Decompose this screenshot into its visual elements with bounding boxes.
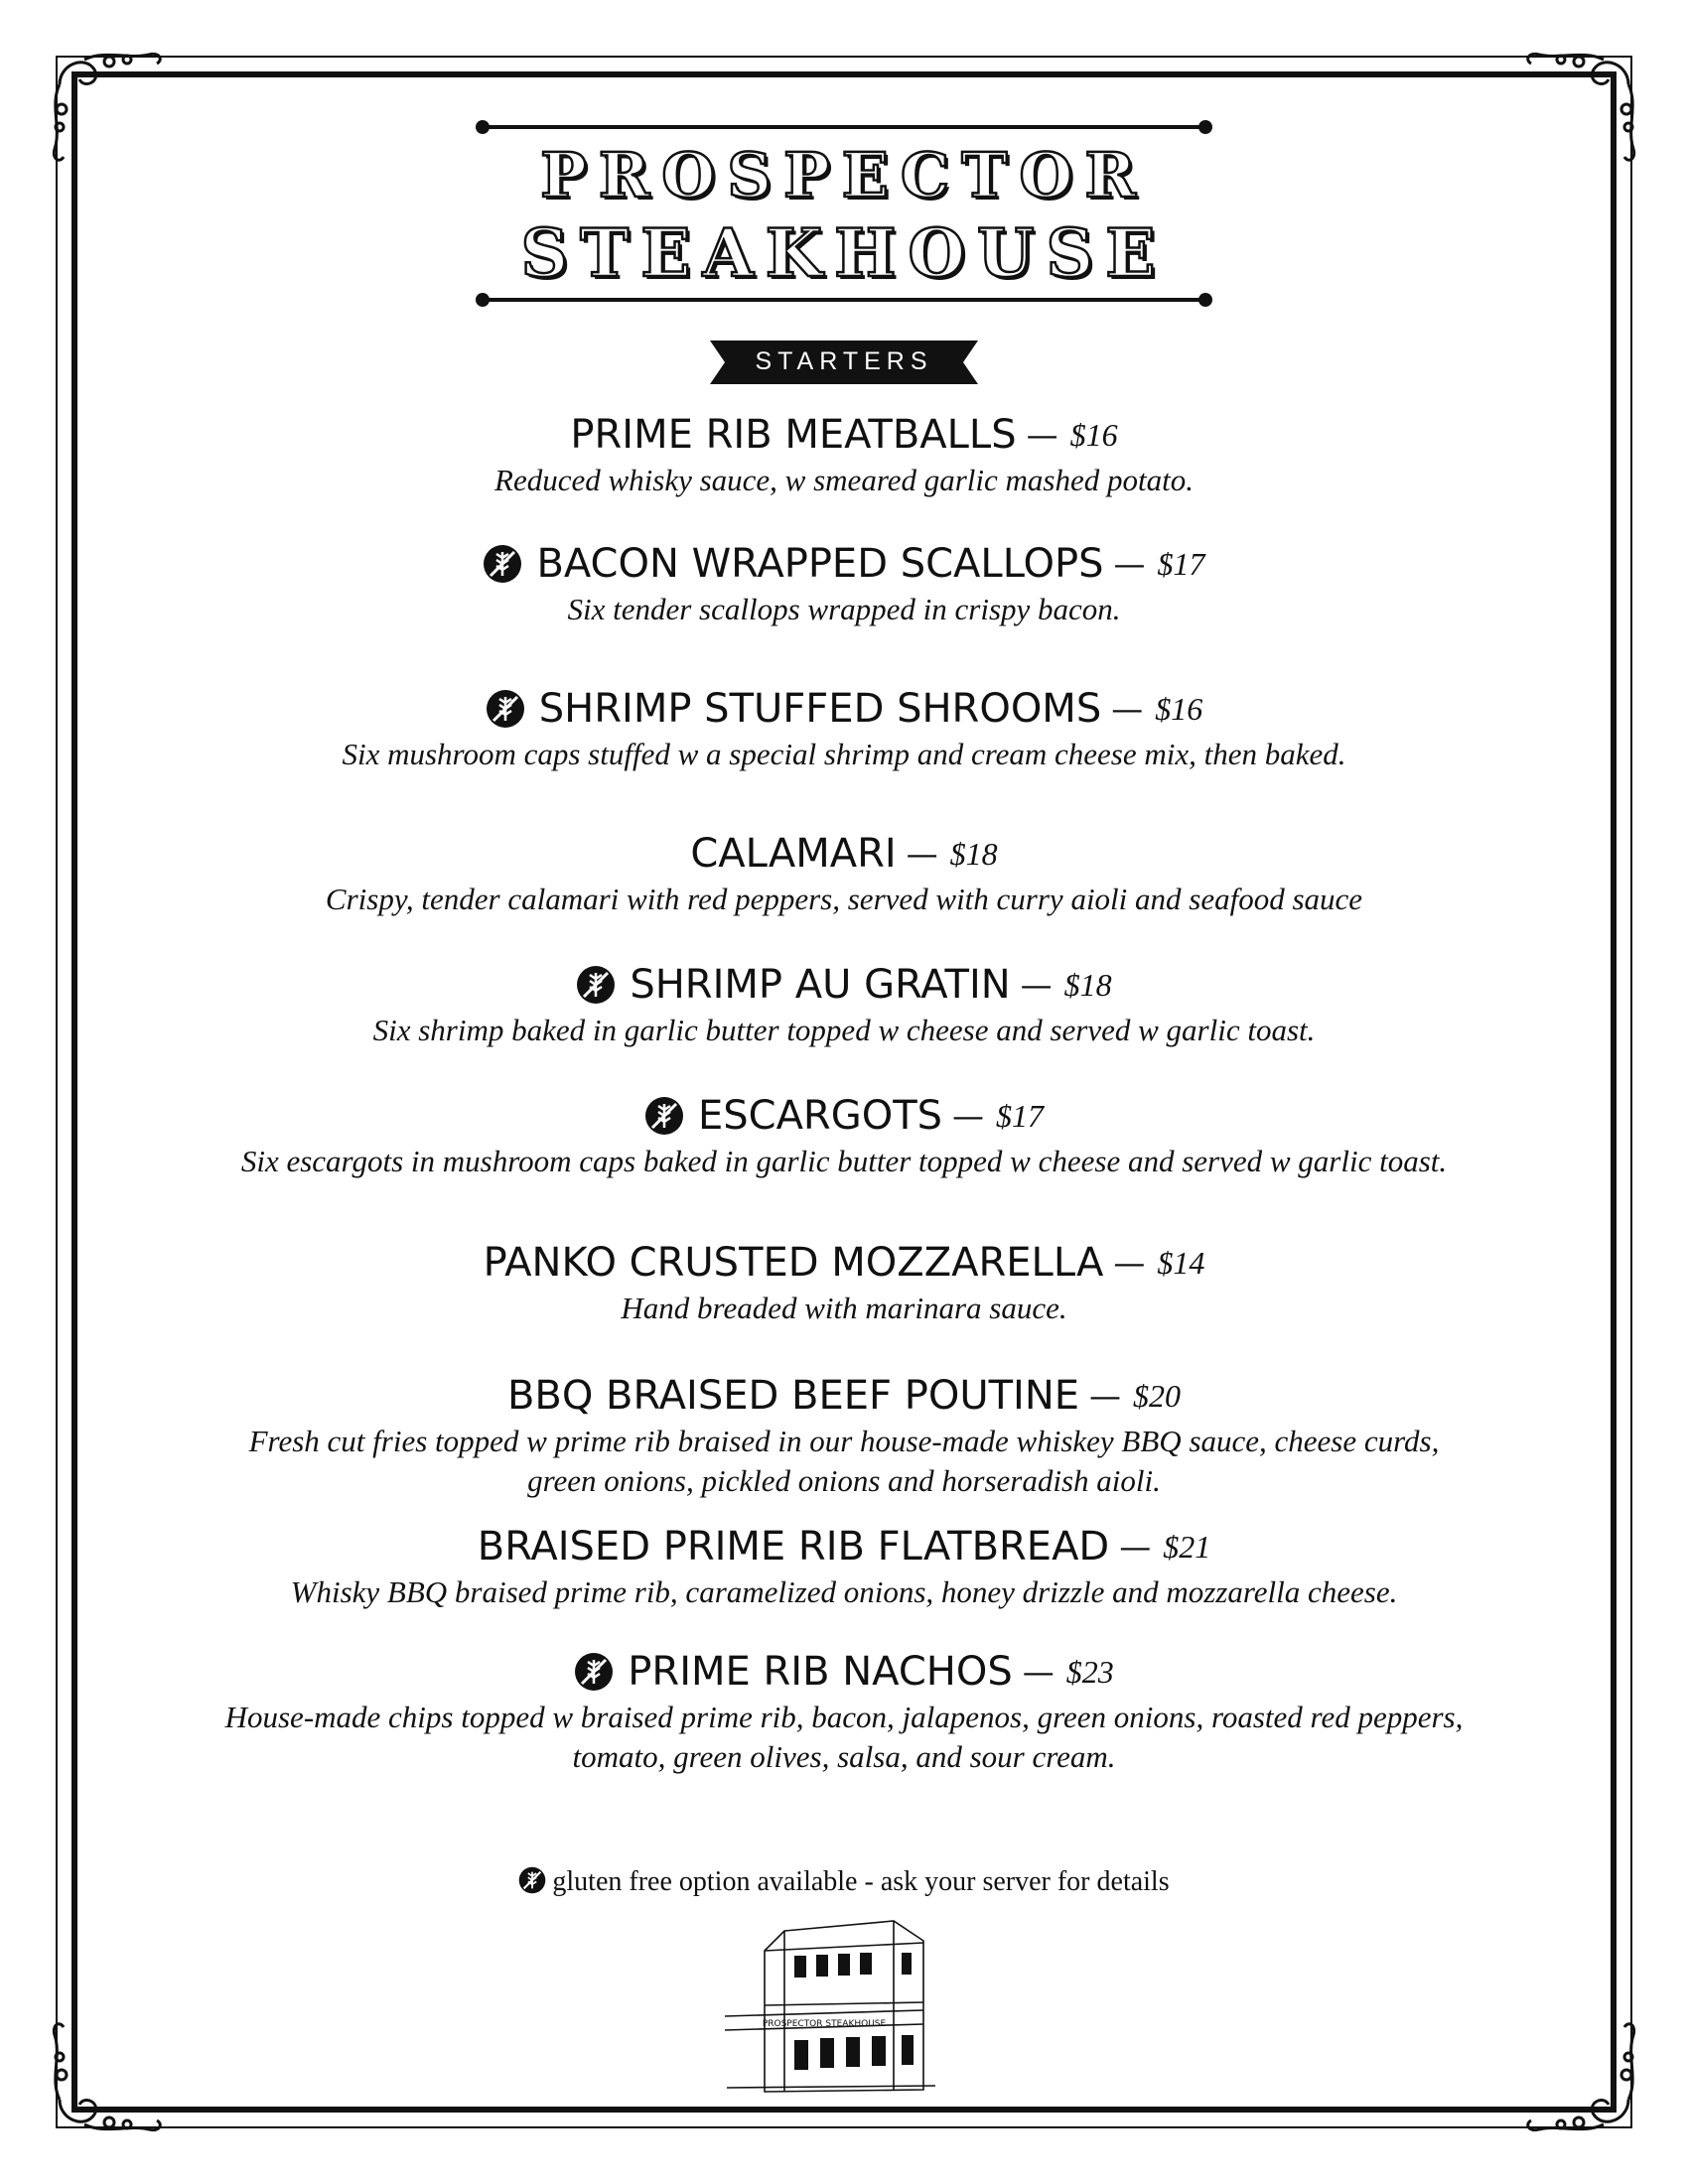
- title-rule-bottom: [482, 298, 1206, 302]
- price-dash: —: [1113, 1244, 1146, 1282]
- footnote-text: gluten free option available - ask your server for details: [552, 1866, 1170, 1897]
- price-dash: —: [1113, 545, 1146, 583]
- item-description: Reduced whisky sauce, w smeared garlic mashed potato.: [494, 463, 1194, 497]
- wheat-crossed-icon: [644, 1096, 684, 1136]
- item-description: Hand breaded with marinara sauce.: [621, 1291, 1067, 1325]
- item-description: Whisky BBQ braised prime rib, caramelized onions, honey drizzle and mozzarella cheese.: [290, 1574, 1398, 1609]
- item-name: BRAISED PRIME RIB FLATBREAD: [477, 1524, 1110, 1570]
- item-heading: [644, 1090, 1044, 1142]
- menu-items: [0, 409, 1688, 1777]
- item-price: $17: [1157, 546, 1205, 582]
- item-heading: [486, 683, 1202, 735]
- price-dash: —: [1026, 416, 1058, 454]
- wheat-crossed-icon: [483, 544, 522, 584]
- item-name: BBQ BRAISED BEEF POUTINE: [506, 1373, 1080, 1419]
- item-description: Six mushroom caps stuffed w a special shrimp and cream cheese mix, then baked.: [342, 737, 1346, 771]
- wheat-crossed-icon: [576, 965, 616, 1005]
- menu-item: [0, 409, 1688, 500]
- item-name: CALAMARI: [690, 831, 897, 877]
- section-banner: [710, 338, 978, 387]
- item-description: Six escargots in mushroom caps baked in garlic butter topped w cheese and served w garlic toast.: [240, 1144, 1448, 1178]
- item-name: BACON WRAPPED SCALLOPS: [536, 541, 1104, 587]
- item-heading: [690, 828, 997, 880]
- item-price: $20: [1133, 1378, 1182, 1414]
- scroll-flourish-icon: [1499, 1995, 1648, 2144]
- wheat-crossed-icon: [574, 1652, 614, 1692]
- price-dash: —: [1089, 1377, 1122, 1415]
- item-name: PRIME RIB NACHOS: [628, 1649, 1013, 1695]
- menu-item: [0, 1090, 1688, 1181]
- building-sign: PROSPECTOR STEAKHOUSE: [762, 2019, 887, 2029]
- item-heading: [478, 1521, 1210, 1572]
- item-description: Crispy, tender calamari with red peppers, served with curry aioli and seafood sauce: [325, 882, 1363, 916]
- price-dash: —: [952, 1097, 985, 1135]
- gluten-free-footnote: [0, 1866, 1688, 1898]
- menu-item: [0, 1370, 1688, 1501]
- wheat-crossed-icon: [486, 689, 525, 729]
- item-price: $16: [1069, 417, 1118, 453]
- item-heading: [576, 959, 1111, 1011]
- price-dash: —: [1111, 690, 1144, 728]
- scroll-flourish-icon: [40, 40, 189, 189]
- item-description: Six tender scallops wrapped in crispy bacon.: [567, 592, 1121, 626]
- item-price: $21: [1163, 1529, 1211, 1565]
- menu-item: [0, 959, 1688, 1050]
- item-heading: [483, 538, 1204, 590]
- title-line-2: STEAKHOUSE: [520, 214, 1168, 292]
- item-price: $14: [1157, 1245, 1205, 1281]
- item-price: $23: [1065, 1654, 1114, 1690]
- menu-item: [0, 1237, 1688, 1328]
- section-title: STARTERS: [755, 347, 933, 375]
- item-name: SHRIMP STUFFED SHROOMS: [538, 686, 1102, 732]
- menu-item: [0, 538, 1688, 629]
- item-price: $18: [949, 836, 998, 872]
- item-description: Six shrimp baked in garlic butter topped w cheese and served w garlic toast.: [372, 1013, 1316, 1047]
- price-dash: —: [906, 835, 938, 873]
- item-price: $17: [996, 1098, 1045, 1134]
- item-heading: [484, 1237, 1205, 1289]
- item-price: $18: [1063, 967, 1112, 1003]
- item-description: Fresh cut fries topped w prime rib braised in our house-made whiskey BBQ sauce, cheese curds, green onions, pickled onions and horseradish aioli.: [248, 1424, 1440, 1498]
- price-dash: —: [1022, 1653, 1055, 1691]
- item-price: $16: [1155, 691, 1203, 727]
- item-name: PANKO CRUSTED MOZZARELLA: [483, 1240, 1104, 1286]
- menu-item: [0, 828, 1688, 919]
- building-illustration: [725, 1911, 938, 2095]
- item-heading: [507, 1370, 1181, 1422]
- restaurant-title: [472, 117, 1216, 316]
- menu-item: [0, 1521, 1688, 1612]
- price-dash: —: [1119, 1528, 1152, 1566]
- title-line-1: PROSPECTOR: [540, 139, 1148, 211]
- item-name: SHRIMP AU GRATIN: [630, 962, 1011, 1008]
- scroll-flourish-icon: [1499, 40, 1648, 189]
- title-rule-top: [482, 125, 1206, 129]
- wheat-crossed-icon: [518, 1866, 546, 1894]
- menu-item: [0, 1646, 1688, 1777]
- item-name: ESCARGOTS: [697, 1093, 943, 1139]
- item-name: PRIME RIB MEATBALLS: [570, 412, 1017, 458]
- menu-item: [0, 683, 1688, 774]
- item-heading: [574, 1646, 1113, 1698]
- item-heading: [570, 409, 1117, 461]
- price-dash: —: [1020, 966, 1053, 1004]
- scroll-flourish-icon: [40, 1995, 189, 2144]
- item-description: House-made chips topped w braised prime rib, bacon, jalapenos, green onions, roasted red peppers, tomato, green olives, salsa, and sour cream.: [224, 1700, 1464, 1774]
